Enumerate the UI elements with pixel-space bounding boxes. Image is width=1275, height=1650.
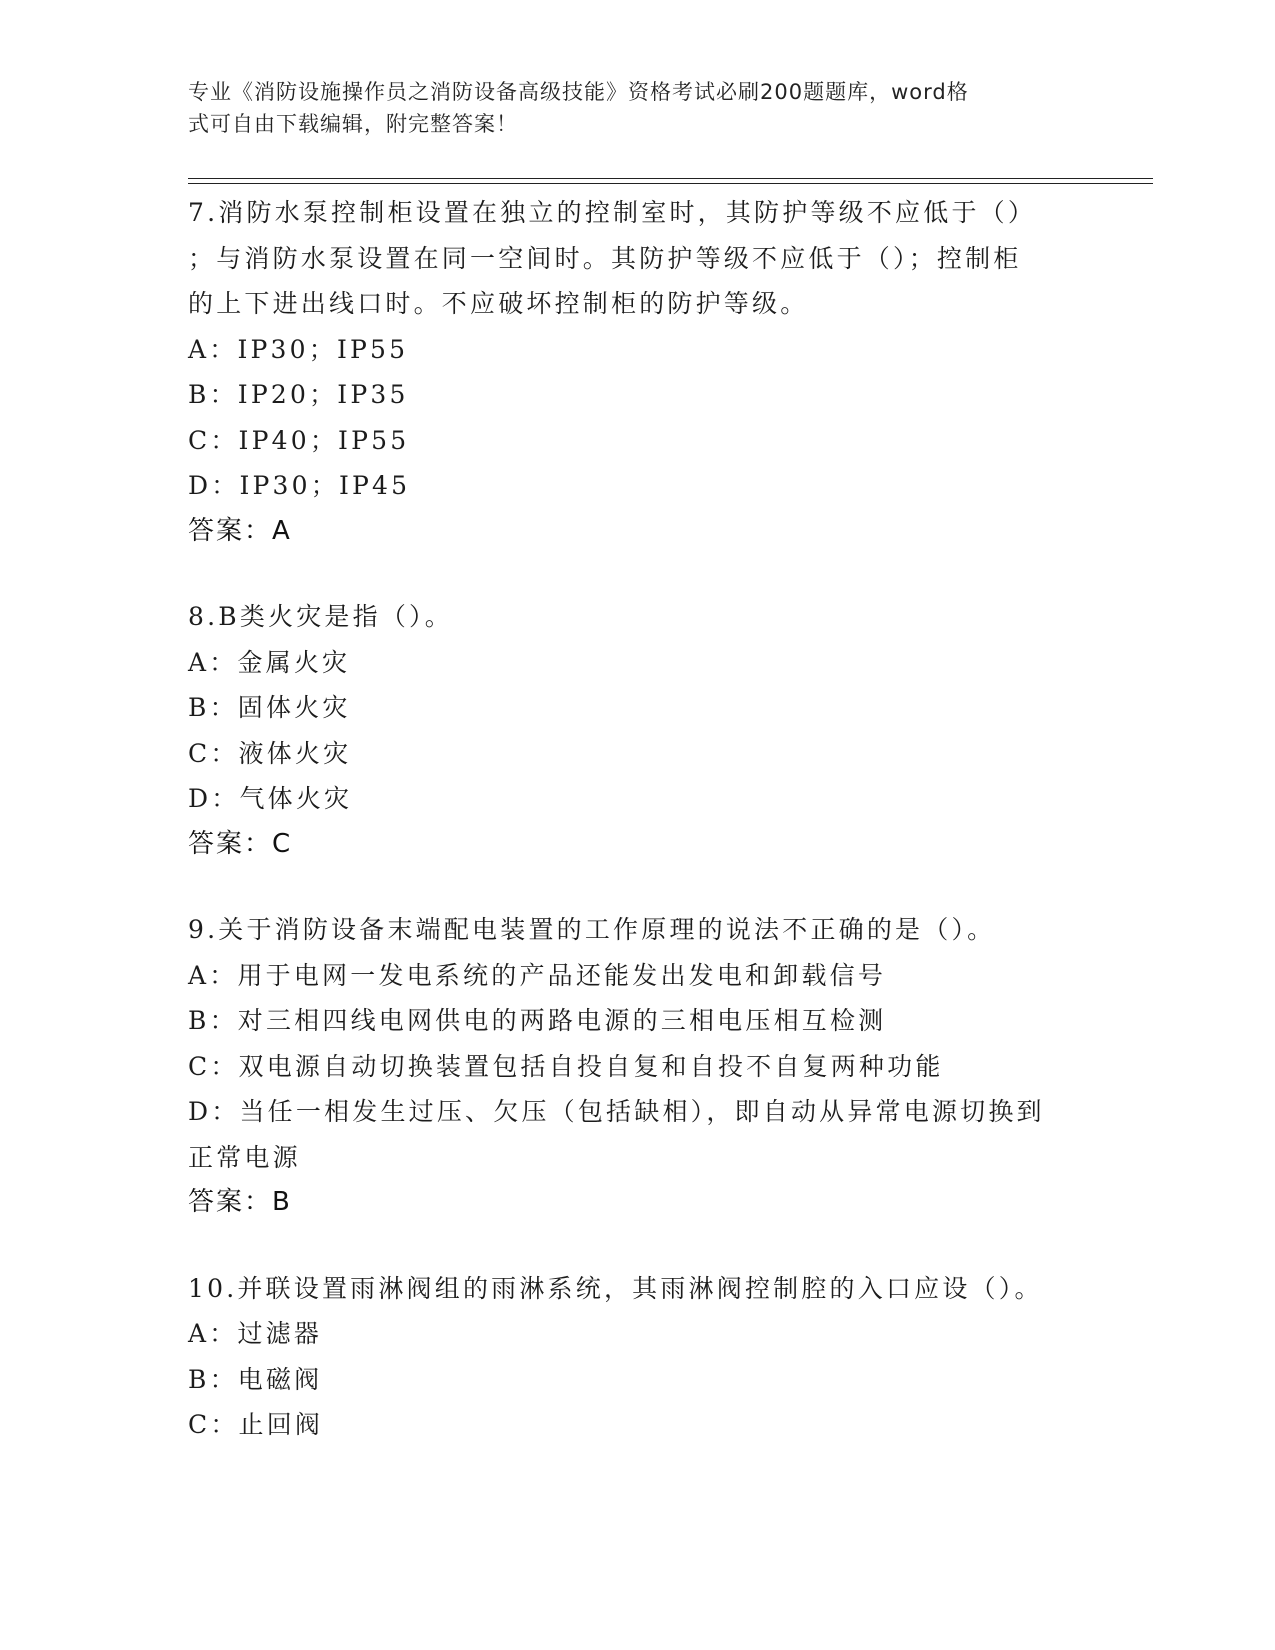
question-7 — [188, 190, 1088, 554]
question-text — [188, 1266, 1088, 1312]
option-c: C：止回阀 — [188, 1410, 324, 1439]
header-divider-top — [188, 178, 1153, 179]
header-line-1: 专业《消防设施操作员之消防设备高级技能》资格考试必刷200题题库，word格 — [188, 80, 969, 104]
question-list — [188, 190, 1088, 1488]
question-text-line: 10.并联设置雨淋阀组的雨淋系统，其雨淋阀控制腔的入口应设（）。 — [188, 1273, 1043, 1303]
option-d-continuation: 正常电源 — [188, 1142, 301, 1172]
option-b: B：对三相四线电网供电的两路电源的三相电压相互检测 — [188, 1006, 887, 1035]
question-8 — [188, 594, 1088, 867]
question-9 — [188, 907, 1088, 1226]
option-b: B：电磁阀 — [188, 1364, 323, 1394]
option-c: C：双电源自动切换装置包括自投自复和自投不自复两种功能 — [188, 1051, 944, 1081]
option-a: A：IP30；IP55 — [188, 334, 409, 364]
option-a: A：金属火灾 — [188, 647, 351, 677]
option-d: D：当任一相发生过压、欠压（包括缺相），即自动从异常电源切换到 — [188, 1097, 1045, 1126]
header-line-2: 式可自由下载编辑，附完整答案！ — [188, 112, 518, 136]
question-text-line: 的上下进出线口时。不应破坏控制柜的防护等级。 — [188, 289, 809, 318]
header-divider-bottom — [188, 183, 1153, 184]
answer: 答案：A — [188, 515, 292, 546]
option-d: D：气体火灾 — [188, 784, 353, 813]
document-header — [188, 76, 1068, 140]
option-d: D：IP30；IP45 — [188, 471, 411, 500]
question-text-line: 7.消防水泵控制柜设置在独立的控制室时，其防护等级不应低于（） — [188, 198, 1037, 227]
question-text-line: 8.B类火灾是指（）。 — [188, 602, 453, 631]
option-a: A：用于电网一发电系统的产品还能发出发电和卸载信号 — [188, 960, 887, 990]
question-text-line: ；与消防水泵设置在同一空间时。其防护等级不应低于（）；控制柜 — [188, 243, 1022, 273]
option-b: B：IP20；IP35 — [188, 380, 409, 409]
option-b: B：固体火灾 — [188, 693, 351, 722]
question-text — [188, 594, 1088, 640]
question-10 — [188, 1266, 1088, 1448]
option-c: C：液体火灾 — [188, 738, 352, 768]
answer: 答案：B — [188, 1187, 292, 1217]
question-text — [188, 907, 1088, 953]
option-a: A：过滤器 — [188, 1319, 323, 1348]
answer: 答案：C — [188, 828, 293, 859]
question-text-line: 9.关于消防设备末端配电装置的工作原理的说法不正确的是（）。 — [188, 915, 996, 944]
option-c: C：IP40；IP55 — [188, 425, 410, 455]
question-text — [188, 190, 1088, 327]
